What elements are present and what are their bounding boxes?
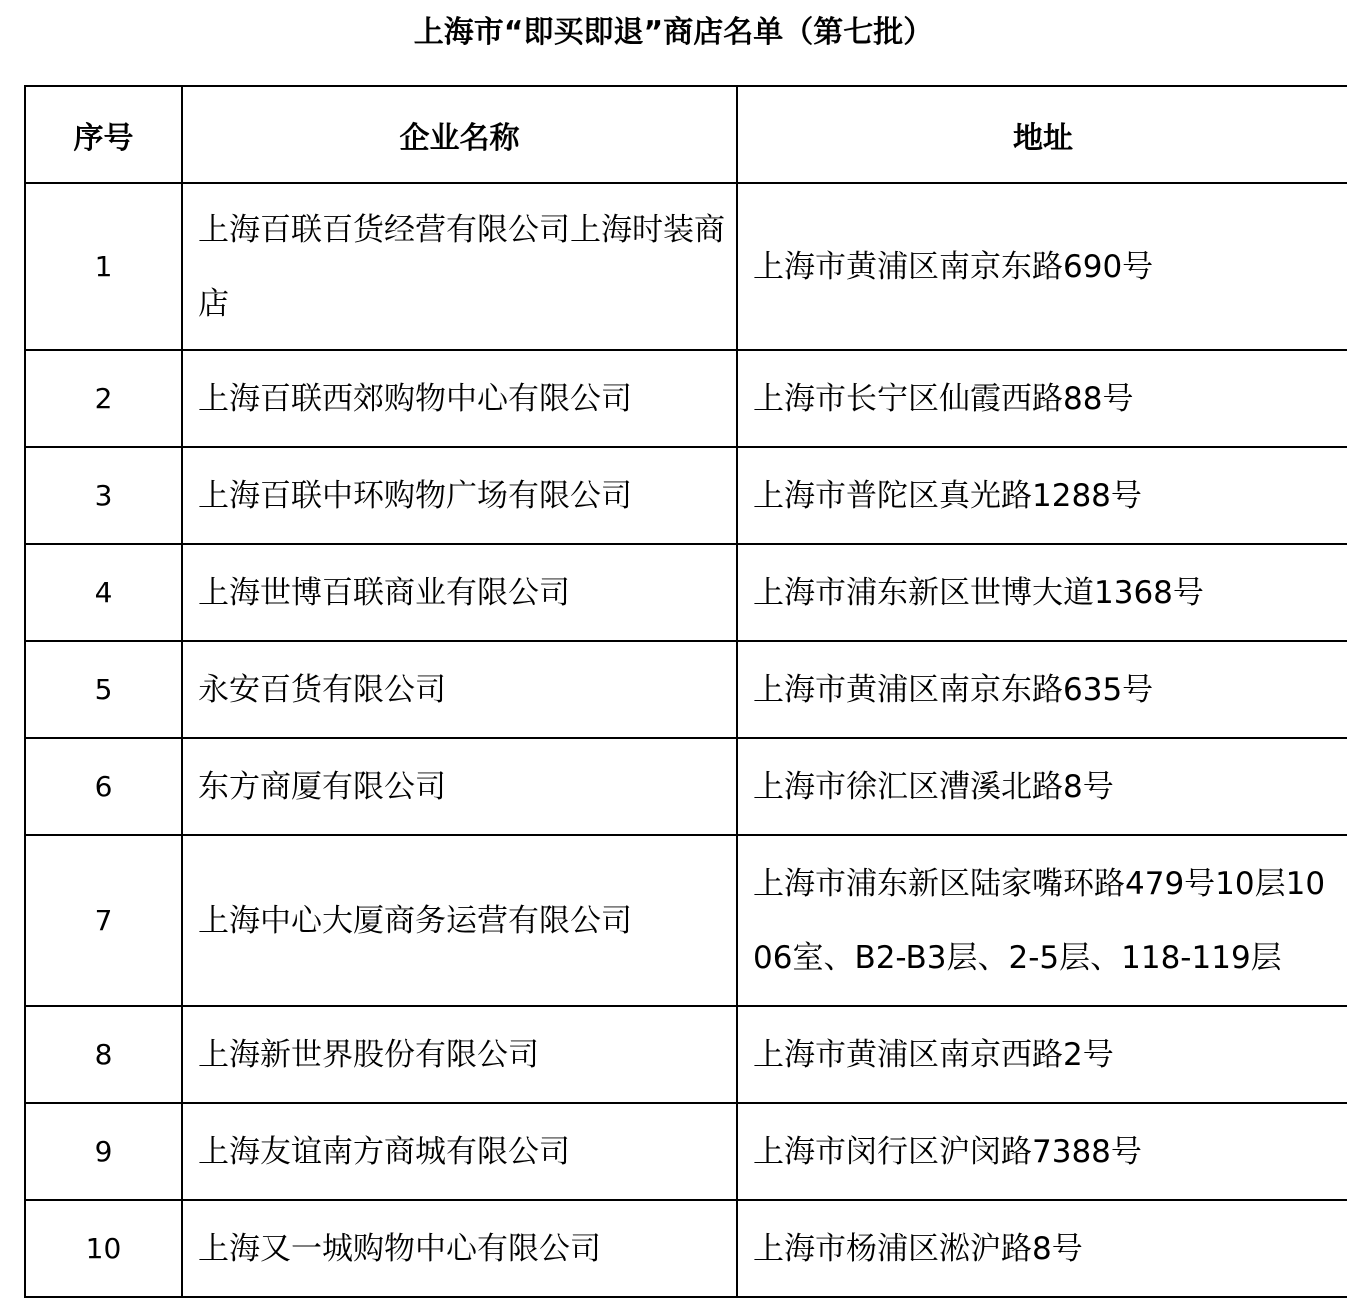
row-company: 上海友谊南方商城有限公司 (182, 1103, 737, 1200)
table-row (25, 835, 1347, 1006)
table-row (25, 1200, 1347, 1297)
row-number: 2 (25, 350, 182, 447)
row-address: 上海市普陀区真光路1288号 (737, 447, 1347, 544)
table-row (25, 1006, 1347, 1103)
document-title: 上海市“即买即退”商店名单（第七批） (413, 15, 934, 50)
row-company: 东方商厦有限公司 (182, 738, 737, 835)
row-company: 永安百货有限公司 (182, 641, 737, 738)
row-address: 上海市浦东新区世博大道1368号 (737, 544, 1347, 641)
table-row (25, 641, 1347, 738)
row-number: 9 (25, 1103, 182, 1200)
row-number: 1 (25, 183, 182, 350)
table-row (25, 183, 1347, 350)
row-company: 上海百联中环购物广场有限公司 (182, 447, 737, 544)
row-company: 上海百联西郊购物中心有限公司 (182, 350, 737, 447)
table-row (25, 350, 1347, 447)
store-list-table (24, 85, 1347, 1298)
row-company: 上海世博百联商业有限公司 (182, 544, 737, 641)
row-address: 上海市长宁区仙霞西路88号 (737, 350, 1347, 447)
row-number: 6 (25, 738, 182, 835)
row-company: 上海又一城购物中心有限公司 (182, 1200, 737, 1297)
row-address: 上海市闵行区沪闵路7388号 (737, 1103, 1347, 1200)
row-number: 4 (25, 544, 182, 641)
table-row (25, 544, 1347, 641)
row-company: 上海新世界股份有限公司 (182, 1006, 737, 1103)
header-address: 地址 (737, 86, 1347, 183)
header-company: 企业名称 (182, 86, 737, 183)
row-number: 7 (25, 835, 182, 1006)
row-number: 5 (25, 641, 182, 738)
row-number: 8 (25, 1006, 182, 1103)
table-row (25, 1103, 1347, 1200)
row-address: 上海市浦东新区陆家嘴环路479号10层1006室、B2-B3层、2-5层、118-119层 (737, 835, 1347, 1006)
header-number: 序号 (25, 86, 182, 183)
table-header-row (25, 86, 1347, 183)
row-address: 上海市黄浦区南京西路2号 (737, 1006, 1347, 1103)
row-number: 10 (25, 1200, 182, 1297)
row-address: 上海市杨浦区淞沪路8号 (737, 1200, 1347, 1297)
table-row (25, 447, 1347, 544)
row-number: 3 (25, 447, 182, 544)
row-company: 上海中心大厦商务运营有限公司 (182, 835, 737, 1006)
row-company: 上海百联百货经营有限公司上海时装商店 (182, 183, 737, 350)
row-address: 上海市黄浦区南京东路635号 (737, 641, 1347, 738)
row-address: 上海市徐汇区漕溪北路8号 (737, 738, 1347, 835)
row-address: 上海市黄浦区南京东路690号 (737, 183, 1347, 350)
table-row (25, 738, 1347, 835)
